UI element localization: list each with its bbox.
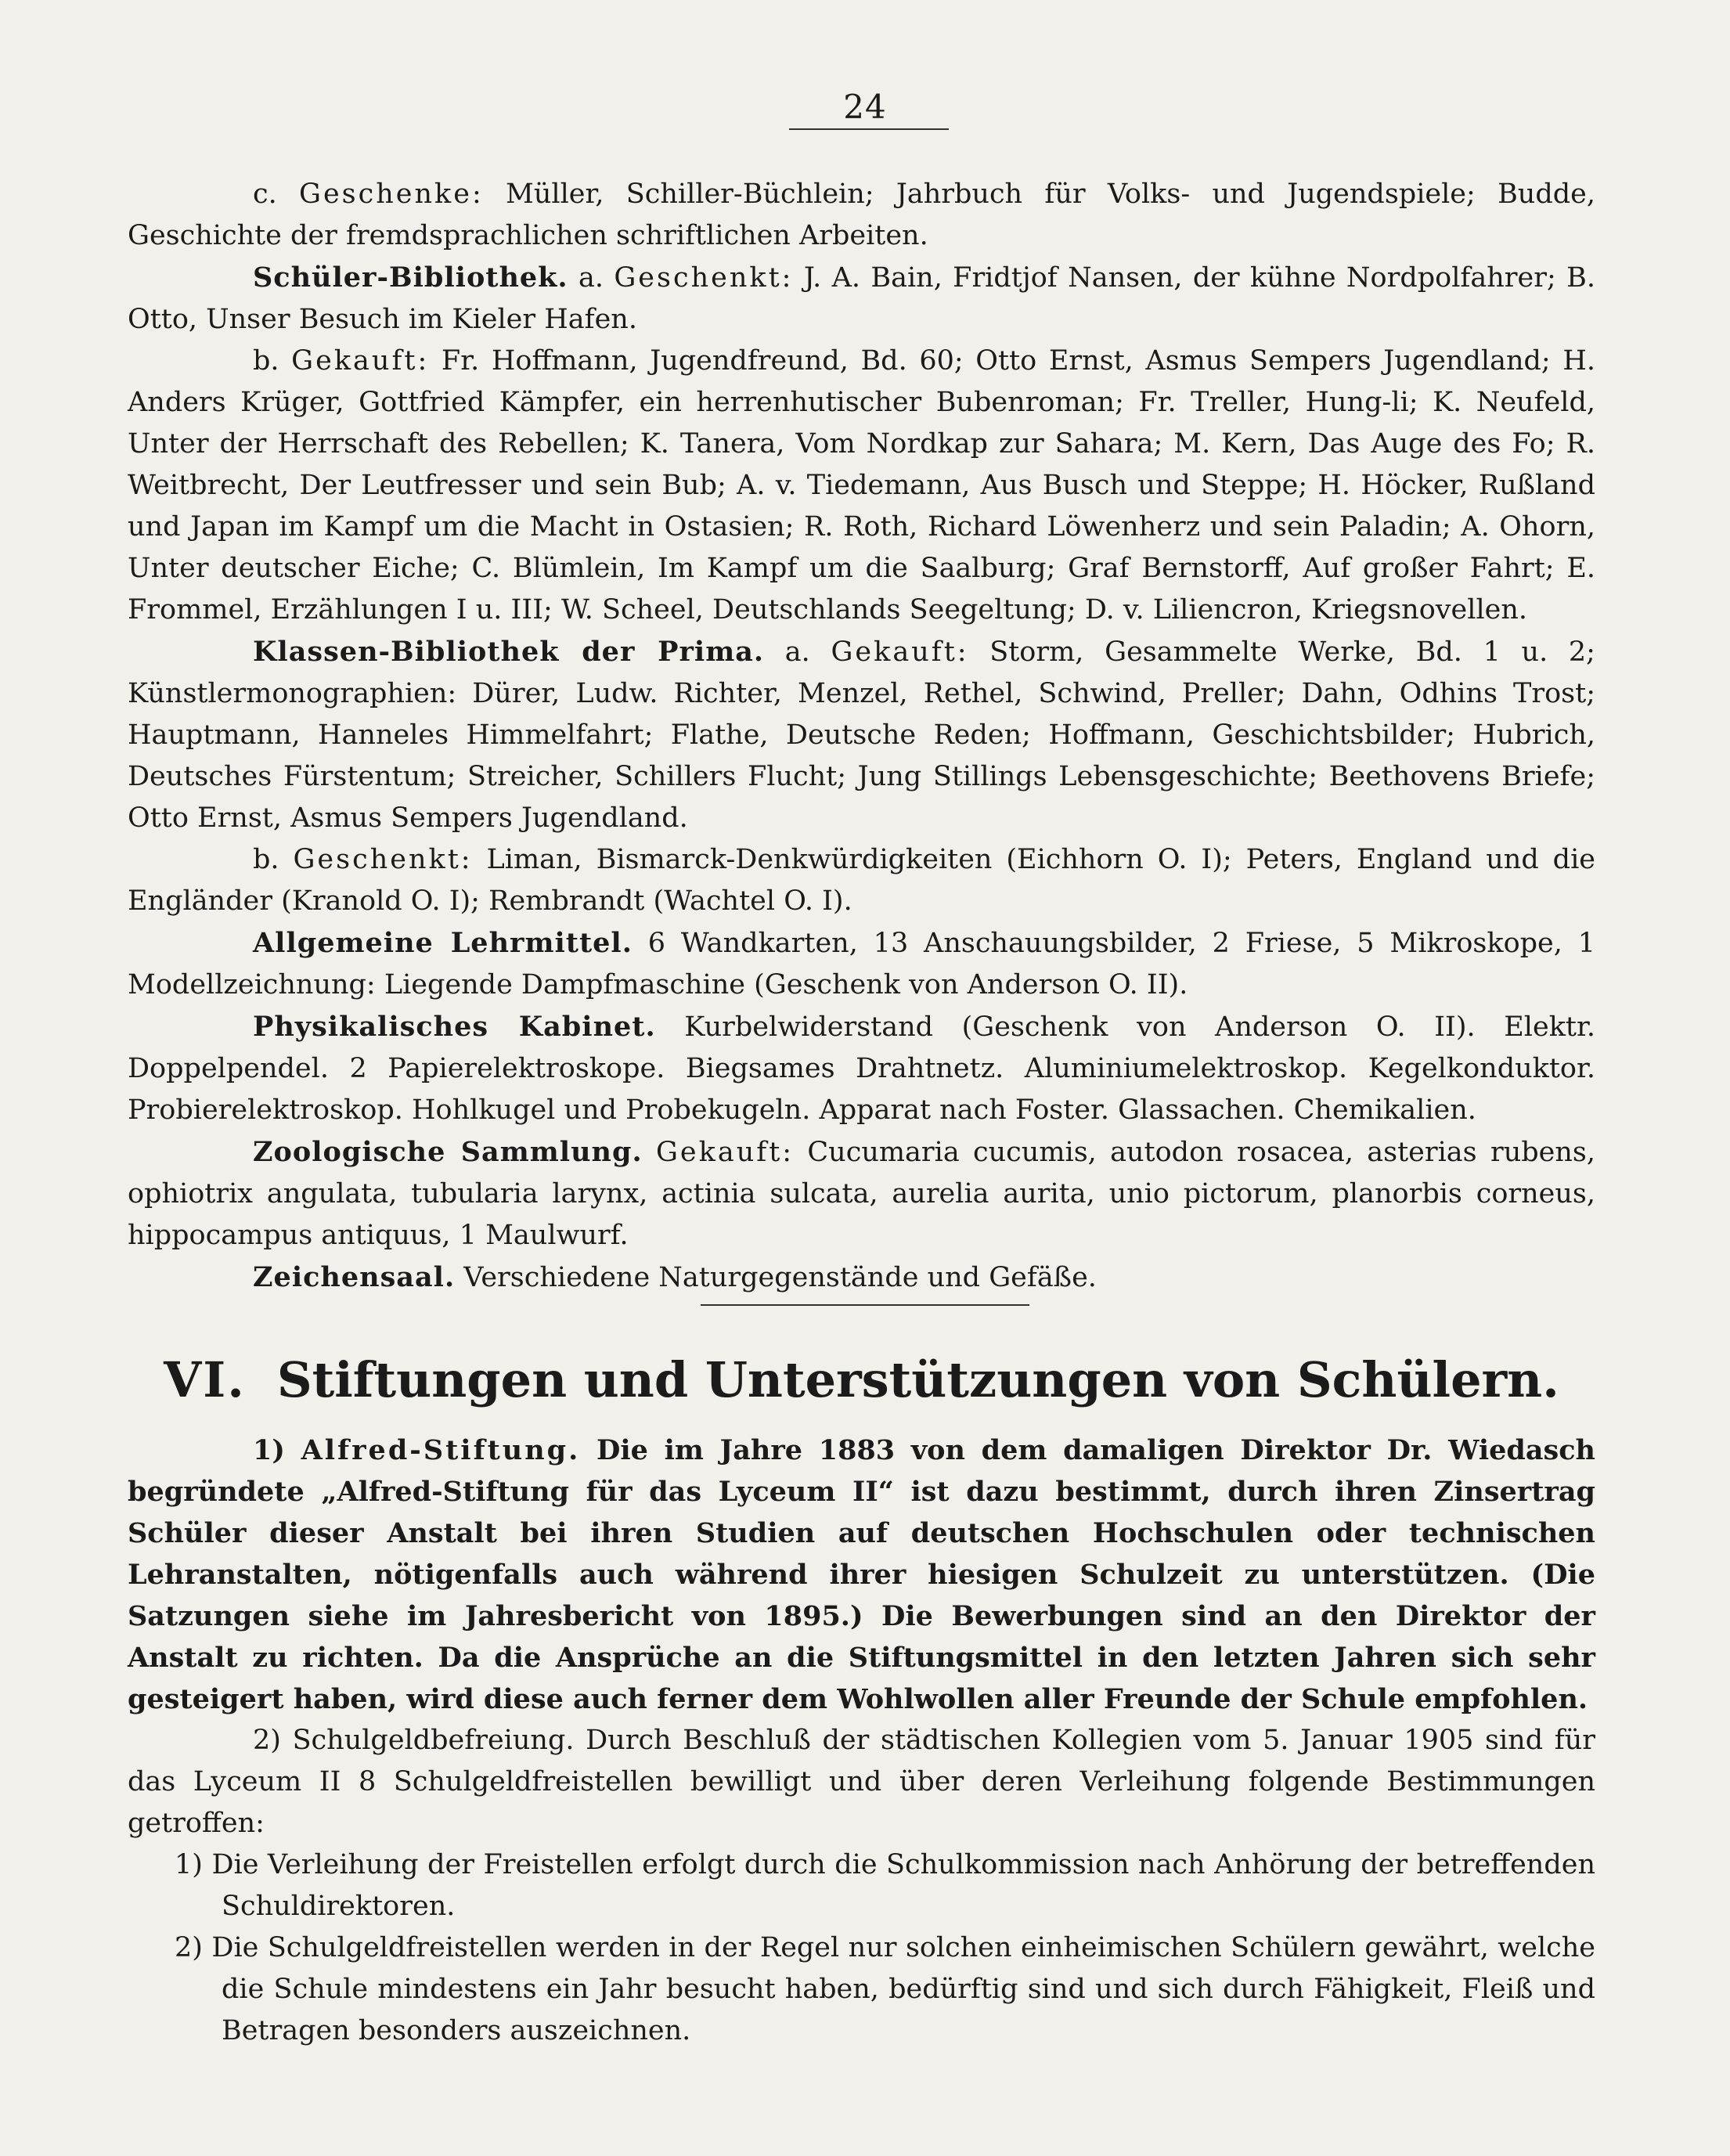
schueler-a-text: J. A. Bain, Fridtjof Nansen, der kühne Nordpolfahrer; B. Otto, Unser Besuch im Kieler Hafen.: [128, 262, 1595, 335]
gifts-c-label: Geschenke:: [299, 178, 484, 210]
klassen-bibliothek-title: Klassen-Bibliothek der Prima.: [253, 636, 765, 668]
lehrmittel-text: 6 Wandkarten, 13 Anschauungsbilder, 2 Friese, 5 Mikroskope, 1 Modellzeichnung: Liegende Dampfmaschine (Geschenk von Anderson O. II).: [128, 928, 1595, 1000]
schueler-bibliothek-title: Schüler-Bibliothek.: [253, 261, 568, 294]
alfred-stiftung-paragraph: [128, 1430, 1595, 1720]
zoologie-paragraph: [128, 1131, 1595, 1256]
item2-title: Schulgeldbefreiung.: [292, 1725, 575, 1756]
klassen-a-label: Gekauft:: [831, 636, 969, 668]
klassen-b-text: Liman, Bismarck-Denkwürdigkeiten (Eichhorn O. I); Peters, England und die Engländer (Kranold O. I); Rembrandt (Wachtel O. I).: [128, 844, 1595, 917]
list-item: [128, 1844, 1595, 1927]
klassen-bibliothek-b: [128, 839, 1595, 922]
klassen-a-marker: a.: [784, 636, 810, 668]
zeichensaal-text: Verschiedene Naturgegenstände und Gefäße.: [463, 1262, 1097, 1293]
item1-number: 1): [253, 1434, 285, 1466]
section-vi-title: Stiftungen und Unterstützungen von Schülern.: [276, 1351, 1559, 1408]
zoologie-label: Gekauft:: [655, 1137, 795, 1168]
schueler-bibliothek-a: [128, 257, 1595, 341]
gifts-c-marker: c.: [253, 178, 277, 210]
klassen-a-text: Storm, Gesammelte Werke, Bd. 1 u. 2; Künstlermonographien: Dürer, Ludw. Richter, Menzel, Rethel, Schwind, Preller; Dahn, Odhins Trost; Hauptmann, Hanneles Himmelfahrt; Flathe, Deutsche Reden; Hoffmann, Geschichtsbilder; Hubrich, Deutsches Fürstentum; Streicher, Schillers Flucht; Jung Stillings Lebensgeschichte; Beethovens Briefe; Otto Ernst, Asmus Sempers Jugendland.: [128, 636, 1595, 834]
klassen-b-label: Geschenkt:: [293, 844, 473, 875]
schueler-a-marker: a.: [578, 262, 604, 294]
item1-text: Die im Jahre 1883 von dem damaligen Direktor Dr. Wiedasch begründete „Alfred-Stiftung für das Lyceum II“ ist dazu bestimmt, durch ihren Zinsertrag Schüler dieser Anstalt bei ihren Studien auf deutschen Hochschulen oder technischen Lehranstalten, nötigenfalls auch während ihrer hiesigen Schulzeit zu unterstützen. (Die Satzungen siehe im Jahresbericht von 1895.) Die Bewerbungen sind an den Direktor der Anstalt zu richten. Da die Ansprüche an die Stiftungsmittel in den letzten Jahren sich sehr gesteigert haben, wird diese auch ferner dem Wohlwollen aller Freunde der Schule empfohlen.: [128, 1434, 1595, 1715]
schulgeld-paragraph: [128, 1720, 1595, 1844]
section-vi-body: [128, 1430, 1595, 2052]
rule-text: Die Schulgeldfreistellen werden in der Regel nur solchen einheimischen Schülern gewährt, welche die Schule mindestens ein Jahr besucht haben, bedürftig sind und sich durch Fähigkeit, Fleiß und Betragen besonders auszeichnen.: [211, 1932, 1595, 2046]
schueler-b-text: Fr. Hoffmann, Jugendfreund, Bd. 60; Otto Ernst, Asmus Sempers Jugendland; H. Anders Krüger, Gottfried Kämpfer, ein herrenhutischer Bubenroman; Fr. Treller, Hung-li; K. Neufeld, Unter der Herrschaft des Rebellen; K. Tanera, Vom Nordkap zur Sahara; M. Kern, Das Auge des Fo; R. Weitbrecht, Der Leutfresser und sein Bub; A. v. Tiedemann, Aus Busch und Steppe; H. Höcker, Rußland und Japan im Kampf um die Macht in Ostasien; R. Roth, Richard Löwenherz und sein Paladin; A. Ohorn, Unter deutscher Eiche; C. Blümlein, Im Kampf um die Saalburg; Graf Bernstorff, Auf großer Fahrt; E. Frommel, Erzählungen I u. III; W. Scheel, Deutschlands Seegeltung; D. v. Liliencron, Kriegsnovellen.: [128, 345, 1595, 626]
zoologie-title: Zoologische Sammlung.: [253, 1136, 643, 1168]
item2-number: 2): [253, 1725, 281, 1756]
list-item: [128, 1927, 1595, 2052]
schueler-b-marker: b.: [253, 345, 279, 377]
klassen-bibliothek-a: [128, 631, 1595, 839]
zeichensaal-paragraph: [128, 1256, 1595, 1299]
rule-number: 1): [175, 1849, 203, 1880]
kabinett-text: Kurbelwiderstand (Geschenk von Anderson O. II). Elektr. Doppelpendel. 2 Papierelektroskope. Biegsames Drahtnetz. Aluminiumelektroskop. Kegelkonduktor. Probierelektroskop. Hohlkugel und Probekugeln. Apparat nach Foster. Glassachen. Chemikalien.: [128, 1011, 1595, 1126]
rule-number: 2): [175, 1932, 203, 1963]
item1-title: Alfred-Stiftung.: [301, 1434, 581, 1466]
header-rule: [789, 128, 949, 130]
gifts-c-paragraph: [128, 174, 1595, 257]
zeichensaal-title: Zeichensaal.: [253, 1261, 456, 1293]
klassen-b-marker: b.: [253, 844, 279, 875]
section-vi-numeral: VI.: [164, 1351, 246, 1408]
item2-text: Durch Beschluß der städtischen Kollegien vom 5. Januar 1905 sind für das Lyceum II 8 Schulgeldfreistellen bewilligt und über deren Verleihung folgende Bestimmungen getroffen:: [128, 1725, 1595, 1839]
zoologie-text: Cucumaria cucumis, autodon rosacea, asterias rubens, ophiotrix angulata, tubularia larynx, actinia sulcata, aurelia aurita, unio pictorum, planorbis corneus, hippocampus antiquus, 1 Maulwurf.: [128, 1137, 1595, 1251]
lehrmittel-paragraph: [128, 922, 1595, 1006]
section-vi-heading: [128, 1345, 1595, 1415]
schueler-a-label: Geschenkt:: [614, 262, 794, 294]
lehrmittel-title: Allgemeine Lehrmittel.: [253, 927, 633, 959]
schueler-b-label: Gekauft:: [291, 345, 430, 377]
rule-text: Die Verleihung der Freistellen erfolgt durch die Schulkommission nach Anhörung der betreffenden Schuldirektoren.: [211, 1849, 1595, 1922]
gifts-c-text: Müller, Schiller-Büchlein; Jahrbuch für Volks- und Jugendspiele; Budde, Geschichte der fremdsprachlichen schriftlichen Arbeiten.: [128, 178, 1595, 251]
library-report: [128, 174, 1595, 1299]
schueler-bibliothek-b: [128, 341, 1595, 631]
section-divider: [701, 1304, 1029, 1306]
kabinett-paragraph: [128, 1006, 1595, 1131]
page-number: 24: [843, 88, 887, 126]
kabinett-title: Physikalisches Kabinet.: [253, 1011, 656, 1043]
